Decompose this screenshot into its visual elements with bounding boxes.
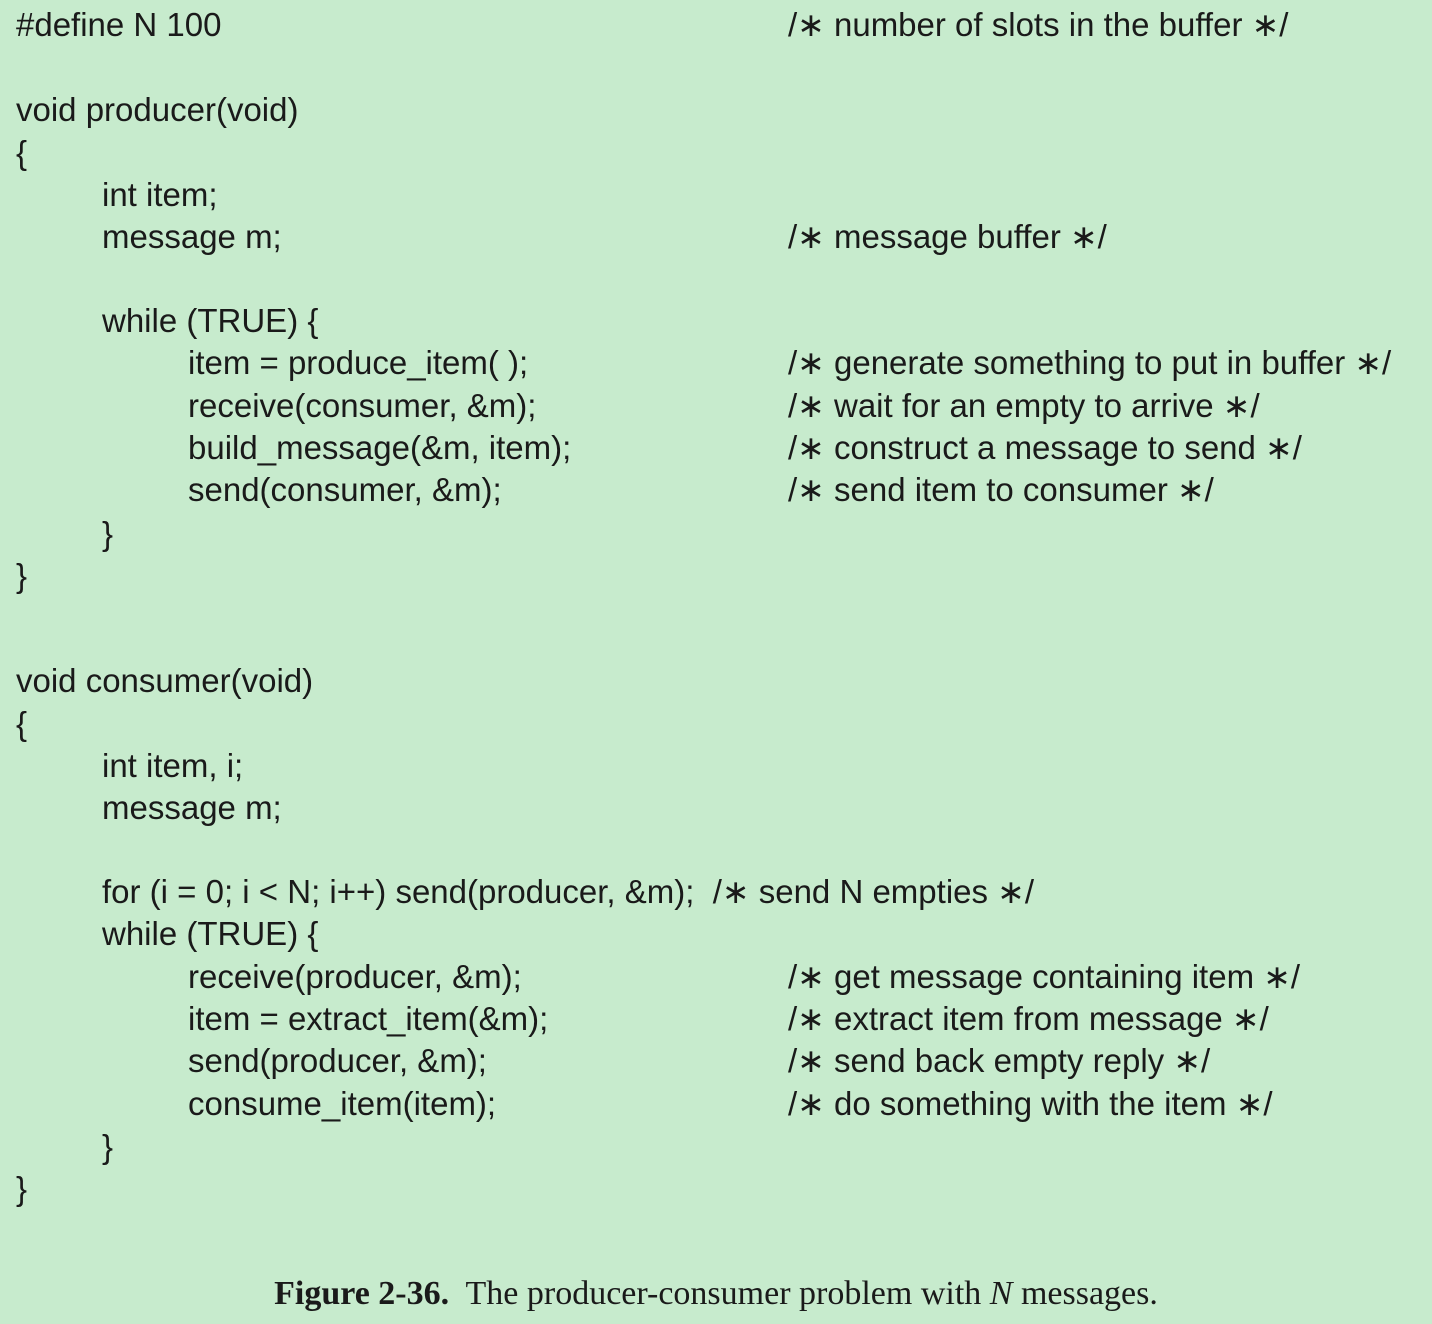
code-comment: /∗ construct a message to send ∗/ [788,429,1302,466]
code-comment: /∗ number of slots in the buffer ∗/ [788,6,1289,43]
code-text: { [16,705,28,742]
code-line [0,216,1107,258]
code-line [0,300,319,342]
code-text: while (TRUE) { [102,915,319,952]
code-text: send(producer, &m); [188,1042,487,1079]
figure-label: Figure 2-36. [274,1275,450,1312]
code-text: build_message(&m, item); [188,429,572,466]
code-text: } [102,515,114,552]
code-comment: /∗ do something with the item ∗/ [788,1085,1273,1122]
code-comment: /∗ generate something to put in buffer ∗/ [788,344,1392,381]
figure-caption [0,1272,1432,1316]
code-line [0,132,37,174]
code-comment: /∗ message buffer ∗/ [788,218,1107,255]
code-text: message m; [102,218,282,255]
code-line [0,871,1034,913]
code-comment: /∗ send back empty reply ∗/ [788,1042,1211,1079]
code-text: void consumer(void) [16,662,314,699]
code-line [0,4,1289,46]
code-line [0,385,1260,427]
code-line [0,703,37,745]
code-text: send(consumer, &m); [188,471,502,508]
code-text: int item, i; [102,747,244,784]
code-text: item = extract_item(&m); [188,1000,549,1037]
code-line [0,513,114,555]
code-text: receive(producer, &m); [188,958,522,995]
code-text: } [102,1128,114,1165]
code-comment: /∗ extract item from message ∗/ [788,1000,1269,1037]
code-line [0,913,319,955]
code-line [0,342,1392,384]
code-text: receive(consumer, &m); [188,387,537,424]
code-text: message m; [102,789,282,826]
code-line [0,1083,1273,1125]
code-text: } [16,557,28,594]
code-line [0,555,37,597]
code-text: for (i = 0; i < N; i++) send(producer, &m); /∗ send N empties ∗/ [102,873,1034,910]
code-line [0,998,1269,1040]
code-comment: /∗ get message containing item ∗/ [788,958,1301,995]
code-line [0,1126,114,1168]
code-line [0,174,218,216]
code-line [0,787,282,829]
code-text: int item; [102,176,218,213]
code-line [0,427,1302,469]
code-line [0,956,1301,998]
code-text: } [16,1170,28,1207]
code-comment: /∗ wait for an empty to arrive ∗/ [788,387,1260,424]
code-text: while (TRUE) { [102,302,319,339]
code-comment: /∗ send item to consumer ∗/ [788,471,1214,508]
code-line [0,469,1214,511]
code-line [0,1040,1211,1082]
code-text: { [16,134,28,171]
code-line [0,660,314,702]
code-text: void producer(void) [16,91,299,128]
caption-text-after: messages. [1012,1275,1158,1312]
code-text: #define N 100 [16,6,222,43]
caption-variable: N [989,1275,1013,1312]
code-text: item = produce_item( ); [188,344,529,381]
caption-text-before: The producer-consumer problem with [465,1275,990,1312]
code-line [0,89,299,131]
code-text: consume_item(item); [188,1085,497,1122]
code-line [0,745,244,787]
code-line [0,1168,37,1210]
